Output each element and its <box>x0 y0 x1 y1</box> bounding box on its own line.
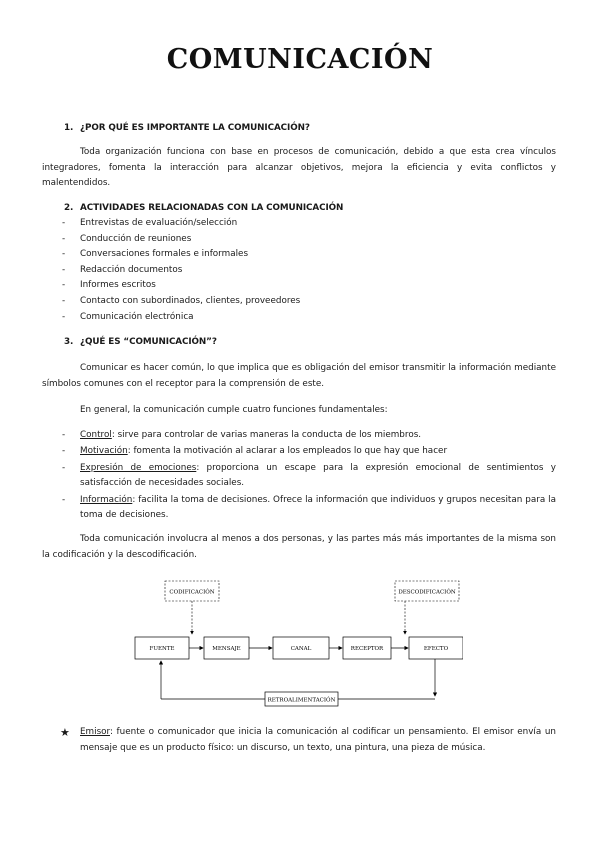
list-item: - Contacto con subordinados, clientes, proveedores <box>62 294 300 310</box>
canal-label: CANAL <box>290 646 312 652</box>
page-title: COMUNICACIÓN <box>166 44 434 75</box>
list-item: - Informes escritos <box>62 278 300 294</box>
function-item-motivation <box>62 444 556 459</box>
section-3-heading-text: ¿QUÉ ES “COMUNICACIÓN”? <box>80 337 217 347</box>
section-1-heading-text: ¿POR QUÉ ES IMPORTANTE LA COMUNICACIÓN? <box>80 123 310 133</box>
list-item: - Comunicación electrónica <box>62 310 300 326</box>
list-item: - Conversaciones formales e informales <box>62 247 300 263</box>
mensaje-label: MENSAJE <box>212 646 241 652</box>
list-item: - Entrevistas de evaluación/selección <box>62 216 300 232</box>
function-desc: : sirve para controlar de varias maneras la conducta de los miembros. <box>111 430 422 440</box>
function-desc: : facilita la toma de decisiones. Ofrece la información que individuos y grupos necesitan para la toma de decisiones. <box>80 494 556 521</box>
function-desc: : fomenta la motivación al aclarar a los empleados lo que hay que hacer <box>127 446 448 457</box>
list-item: - Conducción de reuniones <box>62 232 300 248</box>
section-3-heading <box>64 337 217 347</box>
emisor-item <box>60 725 556 756</box>
section-3-paragraph-1: Comunicar es hacer común, lo que implica que es obligación del emisor transmitir la información mediante símbolos comunes con el receptor para la comprensión de este. <box>42 363 556 389</box>
section-1-paragraph: Toda organización funciona con base en procesos de comunicación, debido a que esta crea vínculos integradores, fomenta la interacción para alcanzar objetivos, mejora la eficiencia y evita conflictos y malentendidos. <box>42 147 556 189</box>
function-term: Motivación <box>80 446 128 457</box>
function-desc: : proporciona un escape para la expresión emocional de sentimientos y satisfacción de necesidades sociales. <box>80 462 556 489</box>
emisor-desc: : fuente o comunicador que inicia la comunicación al codificar un pensamiento. El emisor envía un mensaje que es un producto físico: un discurso, un texto, una pintura, una pieza de música. <box>80 727 556 753</box>
function-term: Control <box>80 430 112 440</box>
function-term: Expresión de emociones <box>80 462 197 473</box>
codificacion-label: CODIFICACIÓN <box>169 589 215 596</box>
descodificacion-label: DESCODIFICACIÓN <box>398 589 456 596</box>
communication-diagram <box>133 578 463 714</box>
list-item: - Redacción documentos <box>62 263 300 279</box>
function-item-emotions <box>62 461 556 492</box>
section-1-heading <box>64 123 310 133</box>
section-2-heading-text: ACTIVIDADES RELACIONADAS CON LA COMUNICACIÓN <box>80 203 344 213</box>
section-3-number: 3. <box>64 337 74 347</box>
star-icon: ★ <box>60 726 70 739</box>
section-3-paragraph-2: En general, la comunicación cumple cuatro funciones fundamentales: <box>80 405 388 415</box>
retroalimentacion-label: RETROALIMENTACIÓN <box>267 697 336 704</box>
receptor-label: RECEPTOR <box>350 646 384 652</box>
section-3-paragraph-3: Toda comunicación involucra al menos a dos personas, y las partes más más importantes de la misma son la codificación y la descodificación. <box>42 534 556 560</box>
functions-list <box>62 428 556 524</box>
activities-list <box>62 216 300 325</box>
section-1-number: 1. <box>64 123 74 133</box>
section-2-number: 2. <box>64 203 74 213</box>
efecto-label: EFECTO <box>423 646 449 652</box>
fuente-label: FUENTE <box>149 646 175 652</box>
function-item-control <box>62 428 556 443</box>
function-term: Información <box>80 494 133 505</box>
emisor-term: Emisor <box>80 727 110 737</box>
section-2-heading <box>64 203 343 213</box>
function-item-information <box>62 493 556 524</box>
